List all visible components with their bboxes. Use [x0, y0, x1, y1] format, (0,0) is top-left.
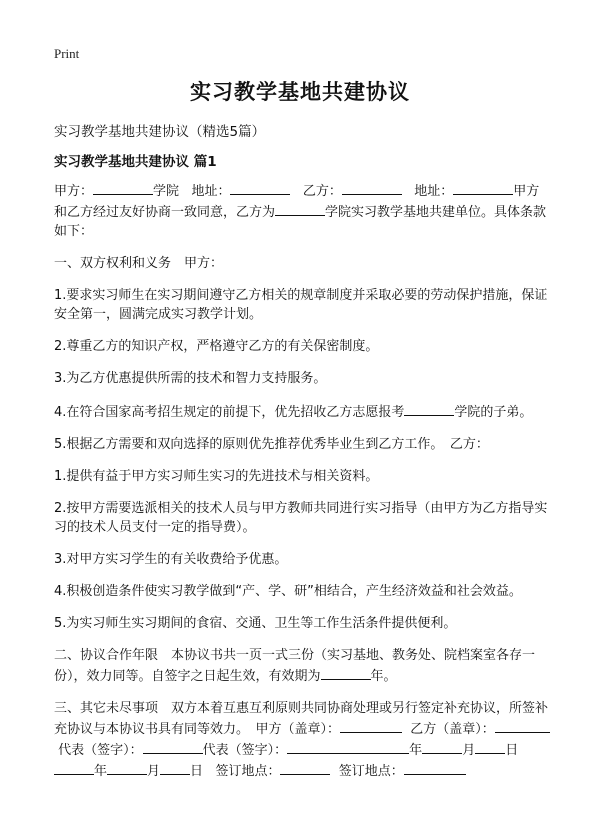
- blank-line: [404, 760, 466, 775]
- item-4-text-b: 学院的子弟。: [454, 405, 533, 420]
- term-text-a: 二、协议合作年限 本协议书共一页一式三份（实习基地、教务处、院档案室各存一份），效力同等。自签字之日起生效，有效期为: [54, 648, 536, 684]
- day-label-2: 日: [190, 764, 204, 779]
- term-paragraph: [54, 646, 550, 686]
- blank-line: [107, 760, 147, 775]
- other-text: 三、其它未尽事项 双方本着互惠互利原则共同协商处理或另行签定补充协议，所签补充协议与本协议书具有同等效力。 甲方（盖章）：: [54, 701, 549, 737]
- agreement-body: [54, 180, 550, 794]
- party-b-item-5: 5.为实习师生实习期间的食宿、交通、卫生等工作生活条件提供便利。: [54, 616, 457, 631]
- blank-line: [54, 760, 94, 775]
- item-4-text-a: 4.在符合国家高考招生规定的前提下，优先招收乙方志愿报考: [54, 405, 405, 420]
- party-b-item-2: 2.按甲方需要选派相关的技术人员与甲方教师共同进行实习指导（由甲方为乙方指导实习的技术人员支付一定的指导费）。: [54, 501, 548, 535]
- party-a-item-4: [54, 401, 550, 422]
- rep-sign-label-1: 代表（签字）：: [58, 743, 143, 758]
- party-b-item-1: 1.提供有益于甲方实习师生实习的先进技术与相关资料。: [54, 469, 379, 484]
- other-matters-paragraph: [54, 699, 550, 781]
- blank-line: [287, 739, 347, 754]
- address-label-2: 地址：: [414, 184, 454, 199]
- day-label: 日: [505, 743, 519, 758]
- blank-line: [230, 180, 290, 195]
- party-a-item-5: 5.根据乙方需要和双向选择的原则优先推荐优秀毕业生到乙方工作。 乙方：: [54, 437, 489, 452]
- print-link[interactable]: Print: [54, 46, 80, 61]
- year-label: 年: [409, 743, 423, 758]
- month-label-2: 月: [147, 764, 161, 779]
- document-subtitle: 实习教学基地共建协议（精选5篇）: [54, 124, 266, 140]
- blank-line: [275, 201, 325, 216]
- blank-line: [347, 739, 409, 754]
- colon-text: ：: [481, 722, 495, 737]
- blank-line: [422, 739, 462, 754]
- rep-sign-label-2: 代表（签字）：: [202, 743, 288, 758]
- school-label: 学院: [153, 184, 180, 199]
- section-heading: 实习教学基地共建协议 篇1: [54, 154, 217, 170]
- year-label-2: 年: [94, 764, 108, 779]
- party-a-label: 甲方：: [54, 184, 94, 199]
- blank-line: [475, 739, 505, 754]
- blank-line: [495, 718, 550, 733]
- month-label: 月: [462, 743, 476, 758]
- party-a-item-1: 1.要求实习师生在实习期间遵守乙方相关的规章制度并采取必要的劳动保护措施，保证安全第一，圆满完成实习教学计划。: [54, 288, 548, 322]
- blank-line: [160, 760, 190, 775]
- party-b-label: 乙方：: [302, 184, 342, 199]
- party-b-seal-label: 乙方（盖章）: [410, 722, 482, 737]
- party-a-item-2: 2.尊重乙方的知识产权，严格遵守乙方的有关保密制度。: [54, 339, 379, 354]
- intro-text-a: 甲方和乙方经过友好协商一致同意，乙方为: [54, 184, 540, 220]
- blank-line: [404, 401, 454, 416]
- blank-line: [93, 180, 153, 195]
- blank-line: [321, 665, 371, 680]
- place-label-2: 签订地点：: [338, 764, 404, 779]
- blank-line: [453, 180, 513, 195]
- term-text-b: 年。: [370, 669, 397, 684]
- intro-text-b: 学院实习教学基地共建单位。具体条款如下：: [54, 205, 547, 239]
- blank-line: [342, 180, 402, 195]
- blank-line: [280, 760, 330, 775]
- blank-line: [143, 739, 203, 754]
- address-label: 地址：: [191, 184, 231, 199]
- place-label-1: 签订地点：: [215, 764, 281, 779]
- party-b-item-3: 3.对甲方实习学生的有关收费给予优惠。: [54, 552, 288, 567]
- document-title: 实习教学基地共建协议: [190, 80, 410, 104]
- parties-paragraph: [54, 180, 550, 241]
- rights-heading: 一、双方权利和义务 甲方：: [54, 256, 224, 271]
- blank-line: [340, 718, 402, 733]
- party-b-item-4: 4.积极创造条件使实习教学做到“产、学、研”相结合，产生经济效益和社会效益。: [54, 584, 522, 599]
- party-a-item-3: 3.为乙方优惠提供所需的技术和智力支持服务。: [54, 371, 327, 386]
